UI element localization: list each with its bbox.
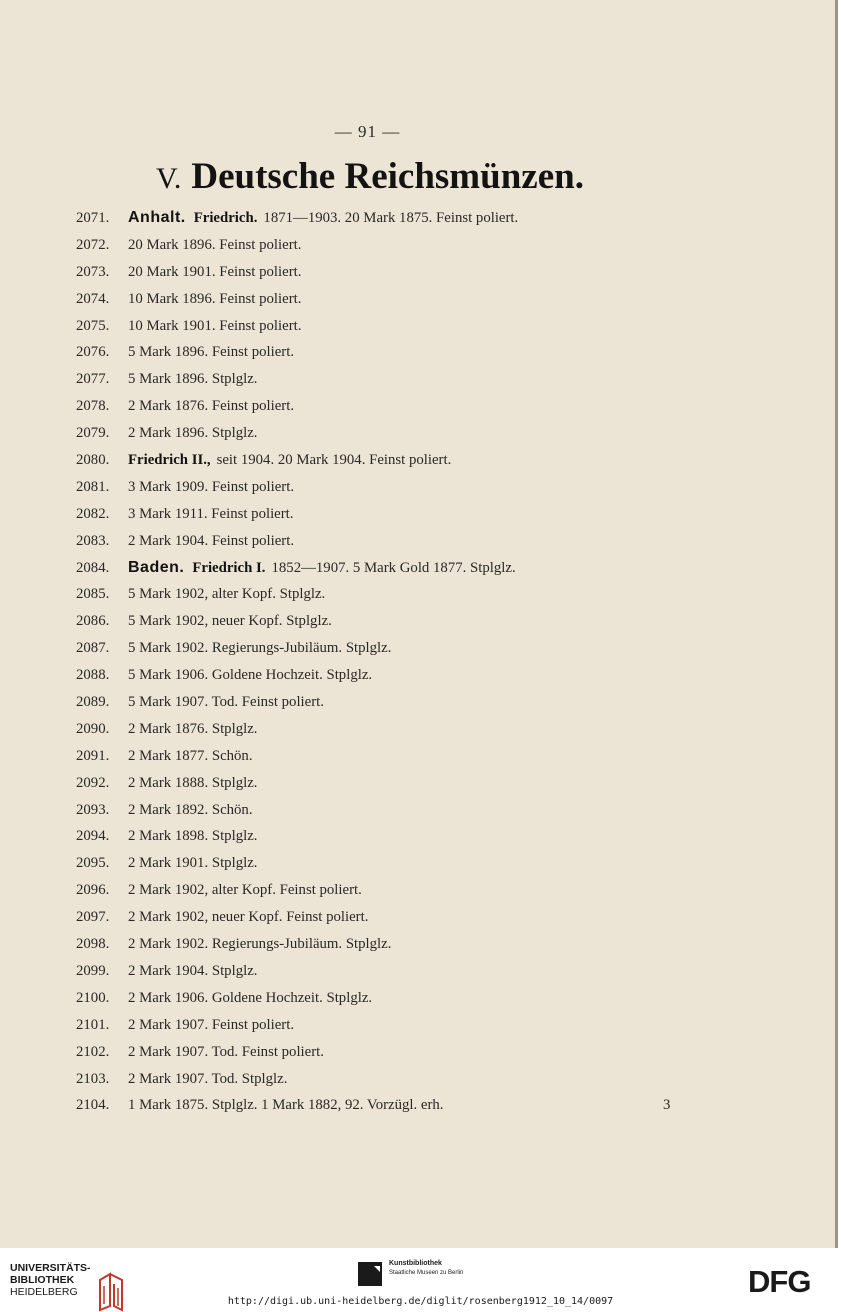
entry-description: 1871—1903. 20 Mark 1875. Feinst poliert. — [263, 210, 519, 226]
entry-description: 5 Mark 1907. Tod. Feinst poliert. — [128, 694, 324, 711]
entry-description: 2 Mark 1876. Stplglz. — [128, 720, 258, 737]
entry-description: 2 Mark 1906. Goldene Hochzeit. Stplglz. — [128, 989, 373, 1006]
section-title — [0, 155, 740, 198]
catalog-entry — [76, 555, 696, 582]
entry-description: 5 Mark 1902. Regierungs-Jubiläum. Stplglz. — [128, 640, 392, 657]
catalog-entry — [76, 823, 696, 850]
catalog-entry — [76, 393, 696, 420]
catalog-entry — [76, 1039, 696, 1066]
catalog-entry — [76, 904, 696, 931]
entry-ruler-name: Friedrich. — [193, 210, 258, 226]
entry-number: 2104. — [76, 1097, 110, 1114]
entry-description: 1 Mark 1875. Stplglz. 1 Mark 1882, 92. Vorzügl. erh. — [128, 1097, 444, 1114]
entry-number: 2095. — [76, 855, 110, 872]
catalog-entry — [76, 1092, 696, 1119]
entry-number: 2097. — [76, 909, 110, 926]
entry-description: 2 Mark 1902, neuer Kopf. Feinst poliert. — [128, 909, 369, 926]
entry-number: 2072. — [76, 236, 110, 253]
entry-region-name: Baden. — [128, 558, 185, 576]
entry-number: 2083. — [76, 532, 110, 549]
entry-description: 5 Mark 1902, alter Kopf. Stplglz. — [128, 586, 326, 603]
entry-number: 2073. — [76, 263, 110, 280]
entry-description: 5 Mark 1902, neuer Kopf. Stplglz. — [128, 613, 332, 630]
entry-description: 2 Mark 1902. Regierungs-Jubiläum. Stplglz. — [128, 936, 392, 953]
catalog-entry — [76, 931, 696, 958]
entry-description: 2 Mark 1907. Feinst poliert. — [128, 1016, 295, 1033]
kunstbibliothek-logo[interactable] — [358, 1260, 498, 1290]
entry-number: 2075. — [76, 317, 110, 334]
entry-description: 2 Mark 1898. Stplglz. — [128, 828, 258, 845]
catalog-entry — [76, 850, 696, 877]
catalog-entry — [76, 877, 696, 904]
catalog-entry — [76, 797, 696, 824]
entry-description: 5 Mark 1906. Goldene Hochzeit. Stplglz. — [128, 667, 373, 684]
entry-number: 2091. — [76, 747, 110, 764]
entry-number: 2096. — [76, 882, 110, 899]
catalog-entry — [76, 259, 696, 286]
catalog-entry — [76, 716, 696, 743]
section-roman-numeral: V. — [156, 162, 182, 195]
entry-number: 2079. — [76, 425, 110, 442]
dfg-logo[interactable]: DFG — [748, 1264, 811, 1299]
entry-description: 1852—1907. 5 Mark Gold 1877. Stplglz. — [271, 559, 516, 576]
entry-description: 20 Mark 1896. Feinst poliert. — [128, 236, 302, 253]
kunstbibliothek-subtitle: Staatliche Museen zu Berlin — [389, 1270, 464, 1276]
catalog-entry — [76, 1012, 696, 1039]
ub-logo-line3: HEIDELBERG — [10, 1286, 78, 1298]
entry-list — [76, 205, 696, 1119]
permalink-url[interactable]: http://digi.ub.uni-heidelberg.de/diglit/rosenberg1912_10_14/0097 — [227, 1296, 614, 1307]
catalog-entry — [76, 501, 696, 528]
catalog-entry — [76, 985, 696, 1012]
entry-description: 2 Mark 1902, alter Kopf. Feinst poliert. — [128, 882, 362, 899]
section-title-text: Deutsche Reichsmünzen. — [191, 156, 584, 197]
entry-ruler-name: Friedrich I. — [192, 559, 266, 576]
catalog-entry — [76, 339, 696, 366]
entry-description: 3 Mark 1909. Feinst poliert. — [128, 478, 295, 495]
entry-description: 2 Mark 1892. Schön. — [128, 801, 253, 818]
entry-number: 2081. — [76, 478, 110, 495]
entry-number: 2080. — [76, 452, 110, 469]
entry-price: 3 — [663, 1097, 671, 1114]
kunstbibliothek-name: Kunstbibliothek — [389, 1260, 442, 1267]
entry-number: 2103. — [76, 1070, 110, 1087]
entry-description: 20 Mark 1901. Feinst poliert. — [128, 263, 302, 280]
entry-description: 10 Mark 1901. Feinst poliert. — [128, 317, 302, 334]
catalog-entry — [76, 528, 696, 555]
entry-number: 2078. — [76, 398, 110, 415]
entry-ruler-name: Friedrich II., — [128, 452, 211, 469]
catalog-entry — [76, 205, 696, 232]
ub-logo-line2: BIBLIOTHEK — [10, 1274, 75, 1286]
catalog-entry — [76, 474, 696, 501]
entry-description: 2 Mark 1907. Tod. Feinst poliert. — [128, 1043, 324, 1060]
entry-description: 2 Mark 1904. Stplglz. — [128, 962, 258, 979]
catalog-entry — [76, 313, 696, 340]
entry-number: 2098. — [76, 936, 110, 953]
entry-number: 2092. — [76, 774, 110, 791]
catalog-entry — [76, 608, 696, 635]
catalog-entry — [76, 958, 696, 985]
entry-number: 2102. — [76, 1043, 110, 1060]
entry-number: 2090. — [76, 720, 110, 737]
catalog-entry — [76, 662, 696, 689]
footer-bar — [0, 1248, 841, 1311]
catalog-entry — [76, 286, 696, 313]
entry-region-name: Anhalt. — [128, 209, 186, 226]
entry-description: seit 1904. 20 Mark 1904. Feinst poliert. — [216, 452, 452, 469]
catalog-entry — [76, 581, 696, 608]
catalog-entry — [76, 743, 696, 770]
entry-description: 10 Mark 1896. Feinst poliert. — [128, 290, 302, 307]
entry-number: 2094. — [76, 828, 110, 845]
entry-number: 2088. — [76, 667, 110, 684]
entry-description: 2 Mark 1896. Stplglz. — [128, 425, 258, 442]
catalog-entry — [76, 366, 696, 393]
entry-number: 2089. — [76, 694, 110, 711]
entry-number: 2082. — [76, 505, 110, 522]
catalog-entry — [76, 689, 696, 716]
entry-description: 5 Mark 1896. Feinst poliert. — [128, 344, 295, 361]
entry-number: 2099. — [76, 962, 110, 979]
entry-number: 2087. — [76, 640, 110, 657]
catalog-entry — [76, 232, 696, 259]
catalog-entry — [76, 635, 696, 662]
entry-number: 2076. — [76, 344, 110, 361]
entry-number: 2074. — [76, 290, 110, 307]
entry-description: 2 Mark 1907. Tod. Stplglz. — [128, 1070, 288, 1087]
entry-description: 2 Mark 1904. Feinst poliert. — [128, 532, 295, 549]
entry-description: 2 Mark 1901. Stplglz. — [128, 855, 258, 872]
catalog-entry — [76, 420, 696, 447]
page-number: — 91 — — [334, 122, 401, 141]
entry-description: 3 Mark 1911. Feinst poliert. — [128, 505, 294, 522]
entry-description: 2 Mark 1876. Feinst poliert. — [128, 398, 295, 415]
entry-number: 2071. — [76, 210, 110, 226]
kunstbibliothek-mark-icon — [358, 1262, 382, 1286]
entry-description: 2 Mark 1877. Schön. — [128, 747, 253, 764]
catalog-entry — [76, 770, 696, 797]
entry-number: 2077. — [76, 371, 110, 388]
entry-description: 5 Mark 1896. Stplglz. — [128, 371, 258, 388]
ub-logo-line1: UNIVERSITÄTS- — [10, 1262, 91, 1274]
entry-number: 2093. — [76, 801, 110, 818]
catalog-entry — [76, 1066, 696, 1093]
entry-number: 2101. — [76, 1016, 110, 1033]
entry-number: 2085. — [76, 586, 110, 603]
entry-number: 2100. — [76, 989, 110, 1006]
entry-description: 2 Mark 1888. Stplglz. — [128, 774, 258, 791]
entry-number: 2084. — [76, 559, 110, 576]
catalog-entry — [76, 447, 696, 474]
entry-number: 2086. — [76, 613, 110, 630]
